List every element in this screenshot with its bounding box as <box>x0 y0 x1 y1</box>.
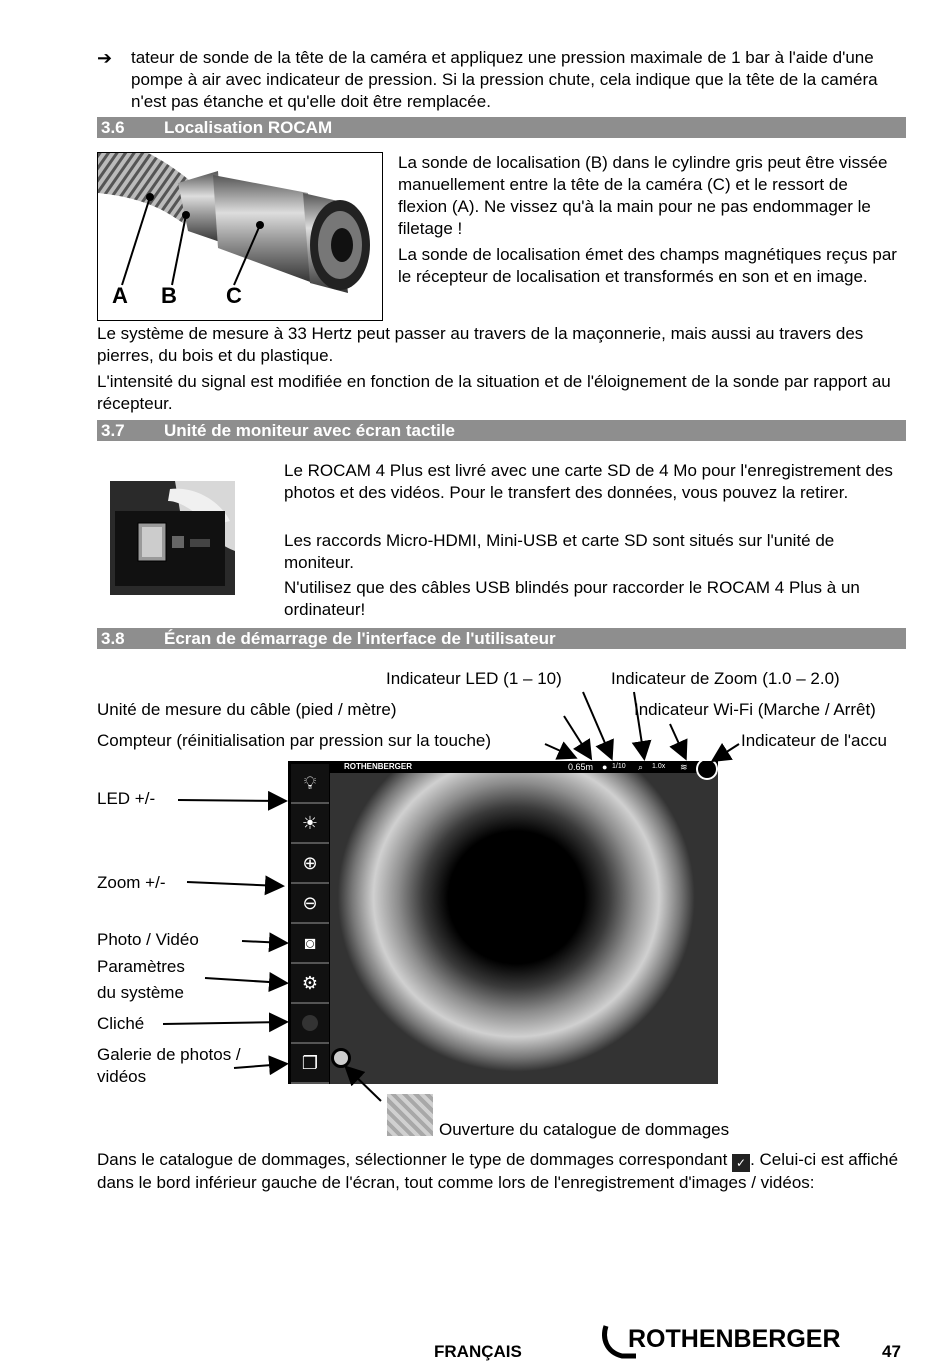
gear-icon: ⚙ <box>301 972 319 993</box>
label-gallery-1: Galerie de photos / <box>97 1045 241 1064</box>
footer-logo <box>600 1322 860 1360</box>
zoom-out-icon: ⊖ <box>302 892 318 913</box>
label-photo-video: Photo / Vidéo <box>97 930 199 949</box>
s38-paragraph-1-a: Dans le catalogue de dommages, sélectionner le type de dommages correspondant <box>97 1150 728 1169</box>
screen-led-value: 1/10 <box>612 763 626 770</box>
footer-brand: ROTHENBERGER <box>628 1325 841 1353</box>
wifi-icon: ≋ <box>680 762 688 772</box>
magnifier-icon: ⌕ <box>638 762 644 772</box>
label-battery-indicator: Indicateur de l'accu <box>741 731 887 750</box>
label-damage-catalog: Ouverture du catalogue de dommages <box>439 1120 730 1139</box>
label-system-settings-2: du système <box>97 983 184 1002</box>
label-counter: Compteur (réinitialisation par pression sur la touche) <box>97 731 492 750</box>
label-snapshot: Cliché <box>97 1014 145 1033</box>
label-zoom-indicator: Indicateur de Zoom (1.0 – 2.0) <box>611 669 840 688</box>
footer-language: FRANÇAIS <box>434 1342 522 1361</box>
fig-label-a: A <box>112 283 128 308</box>
s36-paragraph-2: La sonde de localisation émet des champs magnétiques reçus par le récepteur de localisation et transformés en son et en image. <box>398 245 897 286</box>
s37-paragraph-1: Le ROCAM 4 Plus est livré avec une carte SD de 4 Mo pour l'enregistrement des photos et des vidéos. Pour le transfert des données, vous pouvez la retirer. <box>284 461 893 502</box>
s38-paragraph-1 <box>97 1149 905 1194</box>
fig-label-b: B <box>161 283 177 308</box>
s36-paragraph-4: L'intensité du signal est modifiée en fonction de la situation et de l'éloignement de la sonde par rapport au récepteur. <box>97 372 891 413</box>
label-cable-unit: Unité de mesure du câble (pied / mètre) <box>97 700 397 719</box>
section-title: Unité de moniteur avec écran tactile <box>164 421 455 440</box>
screen-brand: ROTHENBERGER <box>344 762 413 771</box>
s38-paragraph-1-b: . Celui-ci est affiché dans le bord inférieur gauche de l'écran, tout comme lors de l'enregistrement d'images / vidéos: <box>97 1150 899 1192</box>
s37-paragraph-2: Les raccords Micro-HDMI, Mini-USB et carte SD sont situés sur l'unité de moniteur. <box>284 531 835 572</box>
section-number: 3.7 <box>101 421 125 440</box>
label-led-indicator: Indicateur LED (1 – 10) <box>386 669 562 688</box>
screen-zoom-value: 1.0x <box>652 763 666 770</box>
label-gallery-2: vidéos <box>97 1067 147 1086</box>
section-title: Localisation ROCAM <box>164 118 333 137</box>
bulb-minus-icon: ☀ <box>301 812 319 833</box>
fig-label-c: C <box>226 283 242 308</box>
section-title: Écran de démarrage de l'interface de l'utilisateur <box>164 629 556 648</box>
section-number: 3.8 <box>101 629 125 648</box>
bulb-plus-icon: 💡︎ <box>303 772 317 793</box>
camera-icon: ◙ <box>304 932 316 953</box>
label-system-settings-1: Paramètres <box>97 957 185 976</box>
intro-arrow-icon: ➔ <box>97 48 113 68</box>
label-led-pm: LED +/- <box>97 789 156 808</box>
intro-paragraph: tateur de sonde de la tête de la caméra et appliquez une pression maximale de 1 bar à l'aide d'une pompe à air avec indicateur de pression. Si la pression chute, cela indique que la tête de la caméra n'est pas étanche et qu'elle doit être remplacée. <box>131 48 878 111</box>
bulb-icon: ● <box>602 762 608 772</box>
section-number: 3.6 <box>101 118 125 137</box>
label-zoom-pm: Zoom +/- <box>97 873 166 892</box>
label-wifi-indicator: Indicateur Wi-Fi (Marche / Arrêt) <box>634 700 876 719</box>
footer-page-number: 47 <box>882 1342 901 1361</box>
zoom-in-icon: ⊕ <box>302 852 318 873</box>
s37-paragraph-3: N'utilisez que des câbles USB blindés pour raccorder le ROCAM 4 Plus à un ordinateur! <box>284 578 860 619</box>
s36-paragraph-3: Le système de mesure à 33 Hertz peut passer au travers de la maçonnerie, mais aussi au travers des pierres, du bois et du plastique. <box>97 324 864 365</box>
s36-paragraph-1: La sonde de localisation (B) dans le cylindre gris peut être vissée manuellement entre la tête de la caméra (C) et le ressort de flexion (A). Ne vissez qu'à la main pour ne pas endommager le filetage ! <box>398 153 888 238</box>
gallery-icon: ❐ <box>301 1052 319 1073</box>
screen-counter-value[interactable]: 0.65m <box>568 762 594 772</box>
check-icon: ✓ <box>732 1154 750 1172</box>
